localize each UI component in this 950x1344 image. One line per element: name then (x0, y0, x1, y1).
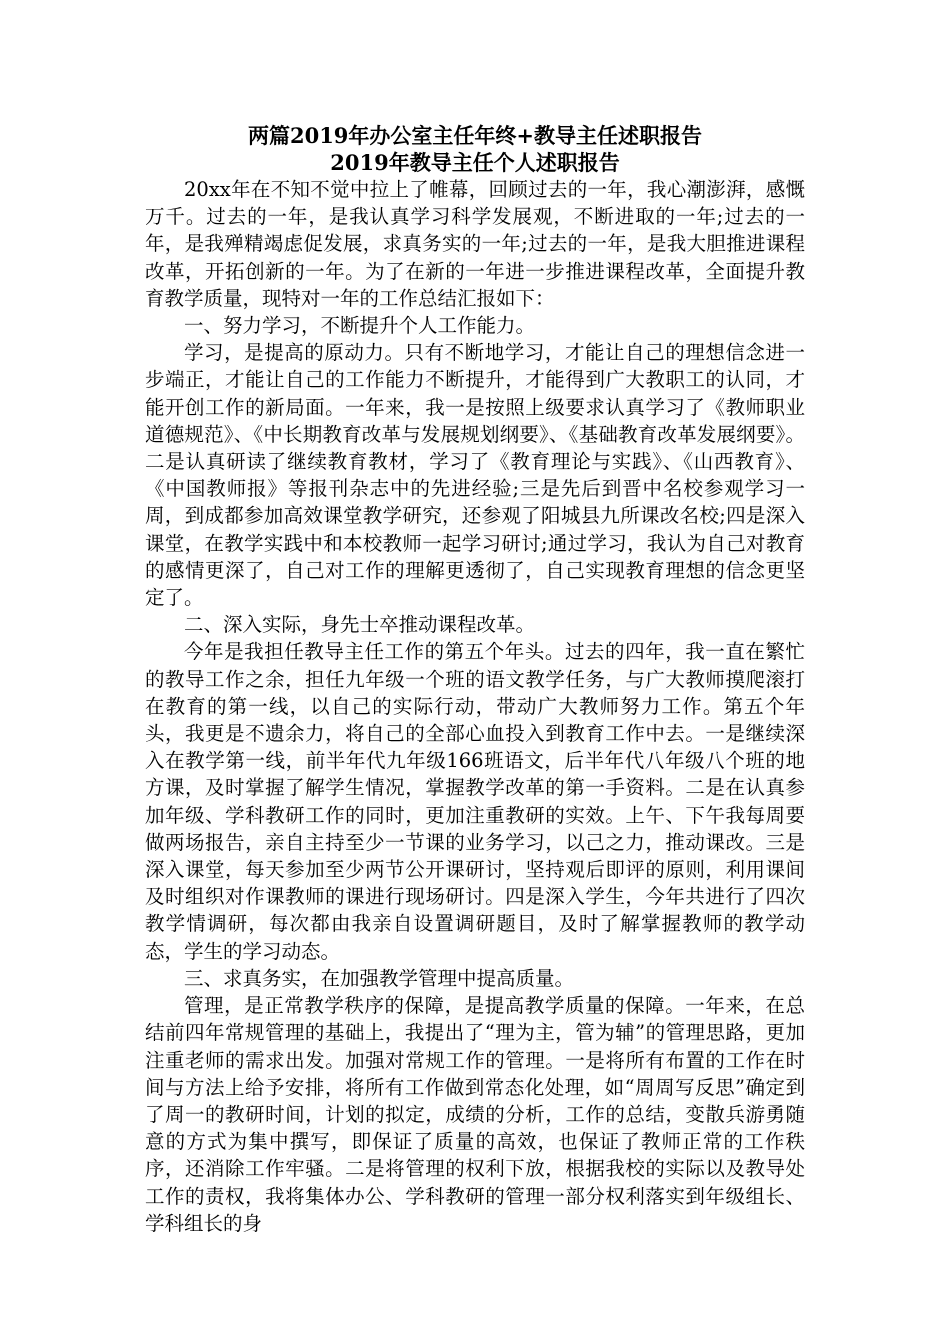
document-page (145, 122, 805, 1237)
document-title: 两篇2019年办公室主任年终+教导主任述职报告 (247, 123, 703, 148)
section-heading-2: 二、深入实际，身先士卒推动课程改革。 (184, 613, 536, 637)
document-subtitle: 2019年教导主任个人述职报告 (330, 150, 620, 175)
section-heading-3: 三、求真务实，在加强教学管理中提高质量。 (184, 966, 575, 990)
section-heading-1: 一、努力学习，不断提升个人工作能力。 (184, 314, 536, 338)
paragraph-section-3: 管理，是正常教学秩序的保障，是提高教学质量的保障。一年来，在总结前四年常规管理的基础上，我提出了“理为主，管为辅”的管理思路，更加注重老师的需求出发。加强对常规工作的管理。一是将所有布置的工作在时间与方法上给予安排，将所有工作做到常态化处理，如“周周写反思”确定到了周一的教研时间，计划的拟定，成绩的分析，工作的总结，变散兵游勇随意的方式为集中撰写，即保证了质量的高效，也保证了教师正常的工作秩序，还消除工作牢骚。二是将管理的权利下放，根据我校的实际以及教导处工作的责权，我将集体办公、学科教研的管理一部分权利落实到年级组长、学科组长的身 (145, 994, 805, 1235)
paragraph-intro: 20xx年在不知不觉中拉上了帷幕，回顾过去的一年，我心潮澎湃，感慨万千。过去的一年，是我认真学习科学发展观，不断进取的一年;过去的一年，是我殚精竭虑促发展，求真务实的一年;过去的一年，是我大胆推进课程改革，开拓创新的一年。为了在新的一年进一步推进课程改革，全面提升教育教学质量，现特对一年的工作总结汇报如下： (145, 178, 805, 310)
paragraph-section-2: 今年是我担任教导主任工作的第五个年头。过去的四年，我一直在繁忙的教导工作之余，担任九年级一个班的语文教学任务，与广大教师摸爬滚打在教育的第一线，以自己的实际行动，带动广大教师努力工作。第五个年头，我更是不遗余力，将自己的全部心血投入到教育工作中去。一是继续深入在教学第一线，前半年代九年级166班语文，后半年代八年级八个班的地方课，及时掌握了解学生情况，掌握教学改革的第一手资料。二是在认真参加年级、学科教研工作的同时，更加注重教研的实效。上午、下午我每周要做两场报告，亲自主持至少一节课的业务学习，以己之力，推动课改。三是深入课堂，每天参加至少两节公开课研讨，坚持观后即评的原则，利用课间及时组织对作课教师的课进行现场研讨。四是深入学生，今年共进行了四次教学情调研，每次都由我亲自设置调研题目，及时了解掌握教师的教学动态，学生的学习动态。 (145, 640, 805, 963)
paragraph-section-1: 学习，是提高的原动力。只有不断地学习，才能让自己的理想信念进一步端正，才能让自己的工作能力不断提升，才能得到广大教职工的认同，才能开创工作的新局面。一年来，我一是按照上级要求认真学习了《教师职业道德规范》、《中长期教育改革与发展规划纲要》、《基础教育改革发展纲要》。二是认真研读了继续教育教材，学习了《教育理论与实践》、《山西教育》、《中国教师报》等报刊杂志中的先进经验;三是先后到晋中名校参观学习一周，到成都参加高效课堂教学研究，还参观了阳城县九所课改名校;四是深入课堂，在教学实践中和本校教师一起学习研讨;通过学习，我认为自己对教育的感情更深了，自己对工作的理解更透彻了，自己实现教育理想的信念更坚定了。 (145, 341, 805, 610)
